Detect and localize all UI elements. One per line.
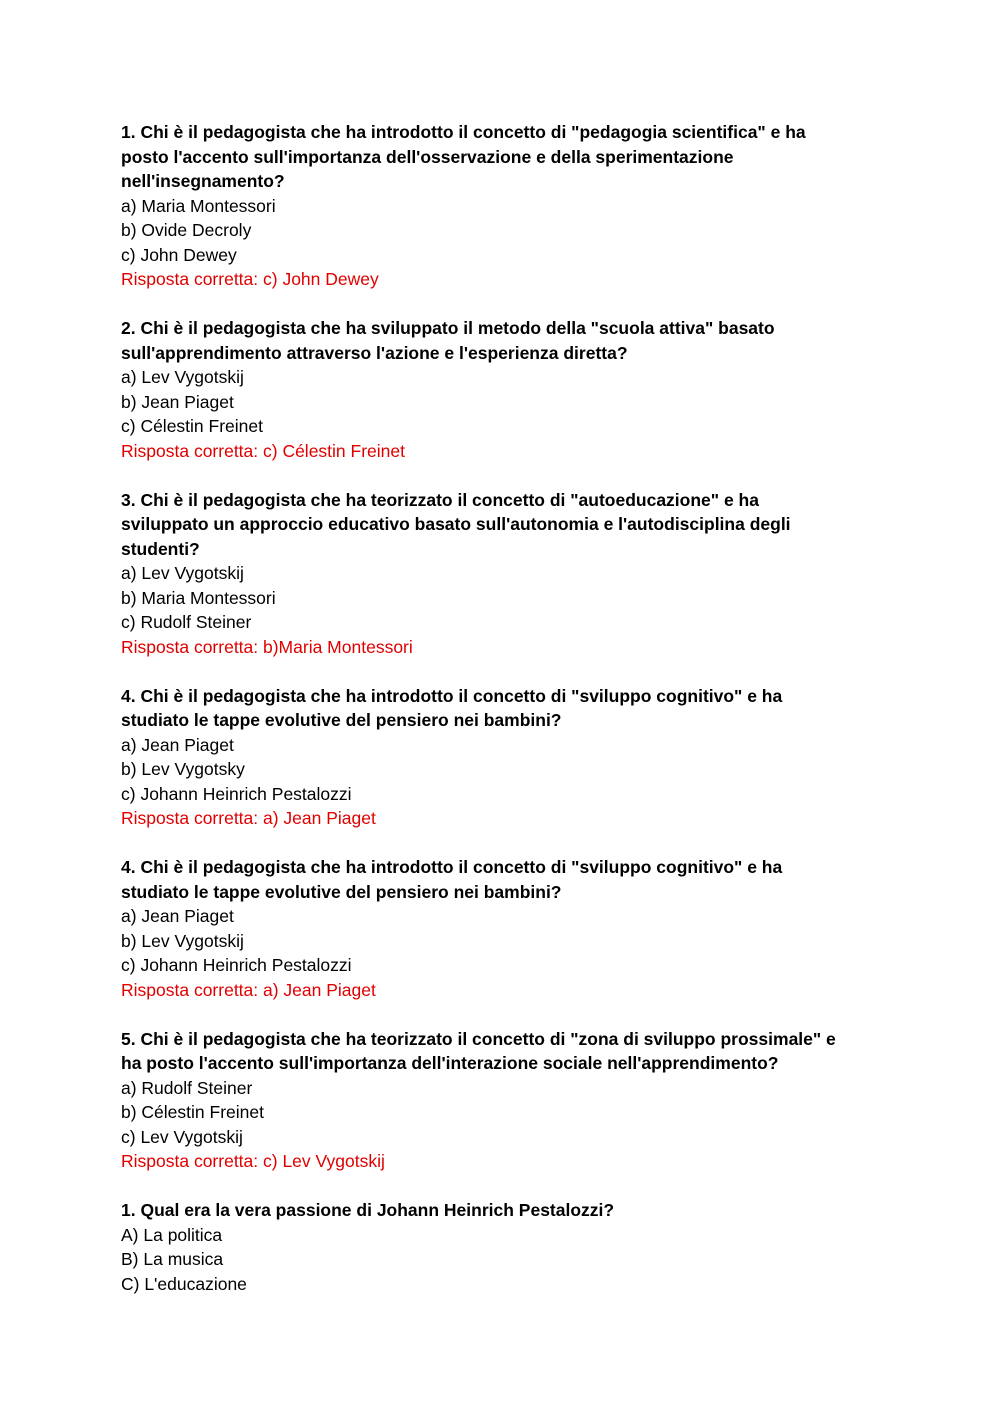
question-block xyxy=(121,316,891,463)
answer-option: a) Maria Montessori xyxy=(121,195,276,216)
question-block xyxy=(121,684,891,831)
correct-answer: Risposta corretta: c) Lev Vygotskij xyxy=(121,1151,385,1171)
question-text xyxy=(121,488,891,562)
question-line: posto l'accento sull'importanza dell'osservazione e della sperimentazione xyxy=(121,146,734,167)
answer-option: a) Jean Piaget xyxy=(121,906,234,926)
question-line: 4. Chi è il pedagogista che ha introdotto il concetto di "sviluppo cognitivo" e ha xyxy=(121,685,783,706)
question-line: sull'apprendimento attraverso l'azione e l'esperienza diretta? xyxy=(121,342,628,363)
question-line: sviluppato un approccio educativo basato sull'autonomia e l'autodisciplina degli xyxy=(121,514,791,534)
answer-option: c) Célestin Freinet xyxy=(121,416,263,436)
question-block xyxy=(121,1027,891,1174)
answer-option: B) La musica xyxy=(121,1249,224,1269)
correct-answer: Risposta corretta: b)Maria Montessori xyxy=(121,636,413,657)
answer-option: a) Lev Vygotskij xyxy=(121,563,244,583)
answer-option: c) Rudolf Steiner xyxy=(121,612,252,632)
answer-option: c) John Dewey xyxy=(121,244,237,265)
question-line: 3. Chi è il pedagogista che ha teorizzato il concetto di "autoeducazione" e ha xyxy=(121,489,759,510)
question-block xyxy=(121,855,891,1002)
answer-option: c) Johann Heinrich Pestalozzi xyxy=(121,955,352,975)
answer-option: C) L'educazione xyxy=(121,1273,247,1294)
quiz-document xyxy=(121,120,891,1321)
question-text xyxy=(121,1198,891,1223)
correct-answer: Risposta corretta: c) John Dewey xyxy=(121,269,379,289)
question-block xyxy=(121,1198,891,1296)
answer-option: b) Maria Montessori xyxy=(121,587,276,608)
question-line: studenti? xyxy=(121,538,200,559)
question-text xyxy=(121,684,891,733)
answer-option: a) Lev Vygotskij xyxy=(121,367,244,387)
question-text xyxy=(121,1027,891,1076)
answer-option: b) Jean Piaget xyxy=(121,391,234,412)
answer-option: b) Ovide Decroly xyxy=(121,220,252,240)
answer-option: b) Lev Vygotsky xyxy=(121,759,245,779)
question-line: ha posto l'accento sull'importanza dell'interazione sociale nell'apprendimento? xyxy=(121,1053,779,1073)
answer-option: A) La politica xyxy=(121,1224,223,1245)
question-text xyxy=(121,855,891,904)
question-line: 4. Chi è il pedagogista che ha introdotto il concetto di "sviluppo cognitivo" e ha xyxy=(121,857,783,877)
correct-answer: Risposta corretta: a) Jean Piaget xyxy=(121,979,376,1000)
question-block xyxy=(121,488,891,660)
question-block xyxy=(121,120,891,292)
question-line: studiato le tappe evolutive del pensiero nei bambini? xyxy=(121,710,562,730)
question-text xyxy=(121,316,891,365)
question-text xyxy=(121,120,891,194)
question-line: 1. Chi è il pedagogista che ha introdotto il concetto di "pedagogia scientifica" e ha xyxy=(121,122,806,142)
answer-option: c) Johann Heinrich Pestalozzi xyxy=(121,783,352,804)
correct-answer: Risposta corretta: a) Jean Piaget xyxy=(121,808,376,828)
question-line: 5. Chi è il pedagogista che ha teorizzato il concetto di "zona di sviluppo prossimale" e xyxy=(121,1028,836,1049)
correct-answer: Risposta corretta: c) Célestin Freinet xyxy=(121,440,405,461)
question-line: nell'insegnamento? xyxy=(121,171,285,191)
answer-option: b) Célestin Freinet xyxy=(121,1102,264,1122)
question-line: 1. Qual era la vera passione di Johann Heinrich Pestalozzi? xyxy=(121,1200,615,1220)
question-line: studiato le tappe evolutive del pensiero nei bambini? xyxy=(121,881,562,902)
question-line: 2. Chi è il pedagogista che ha sviluppato il metodo della "scuola attiva" basato xyxy=(121,318,775,338)
answer-option: a) Jean Piaget xyxy=(121,734,234,755)
answer-option: a) Rudolf Steiner xyxy=(121,1077,253,1098)
answer-option: b) Lev Vygotskij xyxy=(121,930,244,951)
answer-option: c) Lev Vygotskij xyxy=(121,1126,243,1147)
